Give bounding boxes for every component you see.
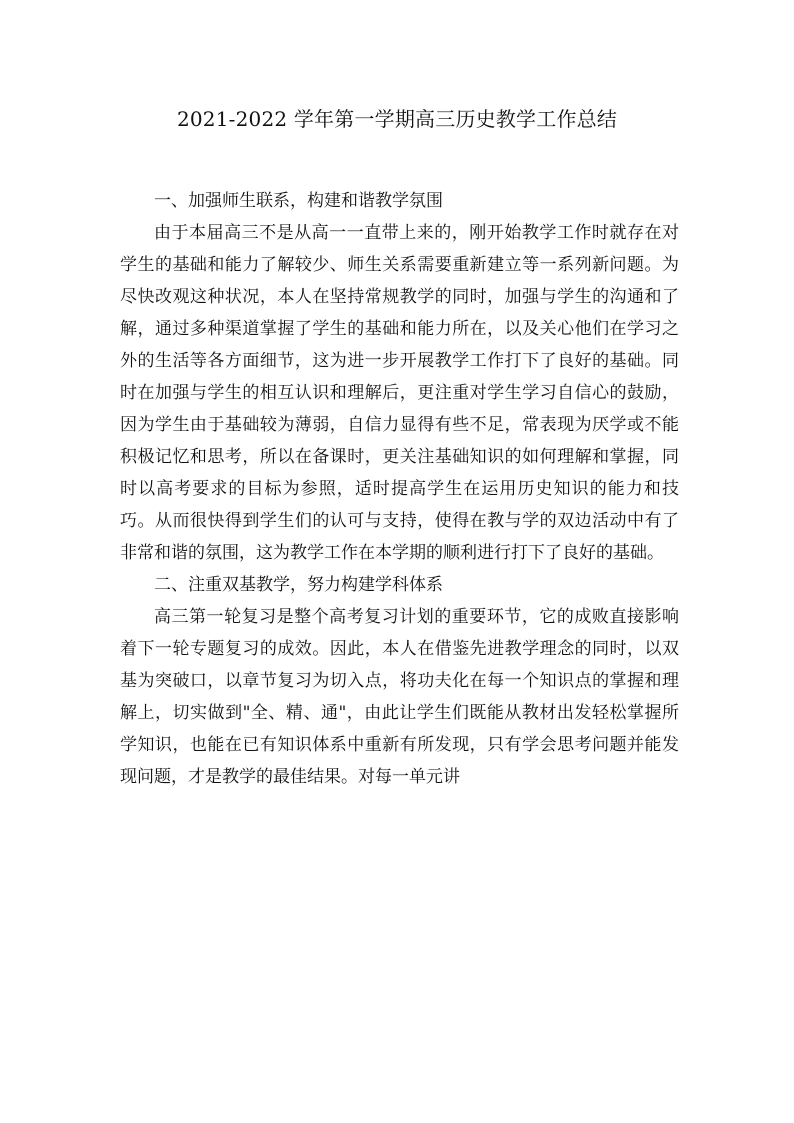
document-body xyxy=(120,185,679,793)
section-paragraph-2: 高三第一轮复习是整个高考复习计划的重要环节，它的成败直接影响着下一轮专题复习的成效。因此，本人在借鉴先进教学理念的同时，以双基为突破口，以章节复习为切入点，将功夫化在每一个知识点的掌握和理解上，切实做到"全、精、通"，由此让学生们既能从教材出发轻松掌握所学知识，也能在已有知识体系中重新有所发现，只有学会思考问题并能发现问题，才是教学的最佳结果。对每一单元讲 xyxy=(120,607,679,787)
section-heading-2: 二、注重双基教学，努力构建学科体系 xyxy=(154,575,443,595)
section-heading-1: 一、加强师生联系，构建和谐教学氛围 xyxy=(154,191,443,211)
section-paragraph-1: 由于本届高三不是从高一一直带上来的，刚开始教学工作时就存在对学生的基础和能力了解较少、师生关系需要重新建立等一系列新问题。为尽快改观这种状况，本人在坚持常规教学的同时，加强与学生的沟通和了解，通过多种渠道掌握了学生的基础和能力所在，以及关心他们在学习之外的生活等各方面细节，这为进一步开展教学工作打下了良好的基础。同时在加强与学生的相互认识和理解后，更注重对学生学习自信心的鼓励，因为学生由于基础较为薄弱，自信力显得有些不足，常表现为厌学或不能积极记忆和思考，所以在备课时，更关注基础知识的如何理解和掌握，同时以高考要求的目标为参照，适时提高学生在运用历史知识的能力和技巧。从而很快得到学生们的认可与支持，使得在教与学的双边活动中有了非常和谐的氛围，这为教学工作在本学期的顺利进行打下了良好的基础。 xyxy=(120,223,679,563)
document-title: 2021-2022 学年第一学期高三历史教学工作总结 xyxy=(176,107,618,131)
